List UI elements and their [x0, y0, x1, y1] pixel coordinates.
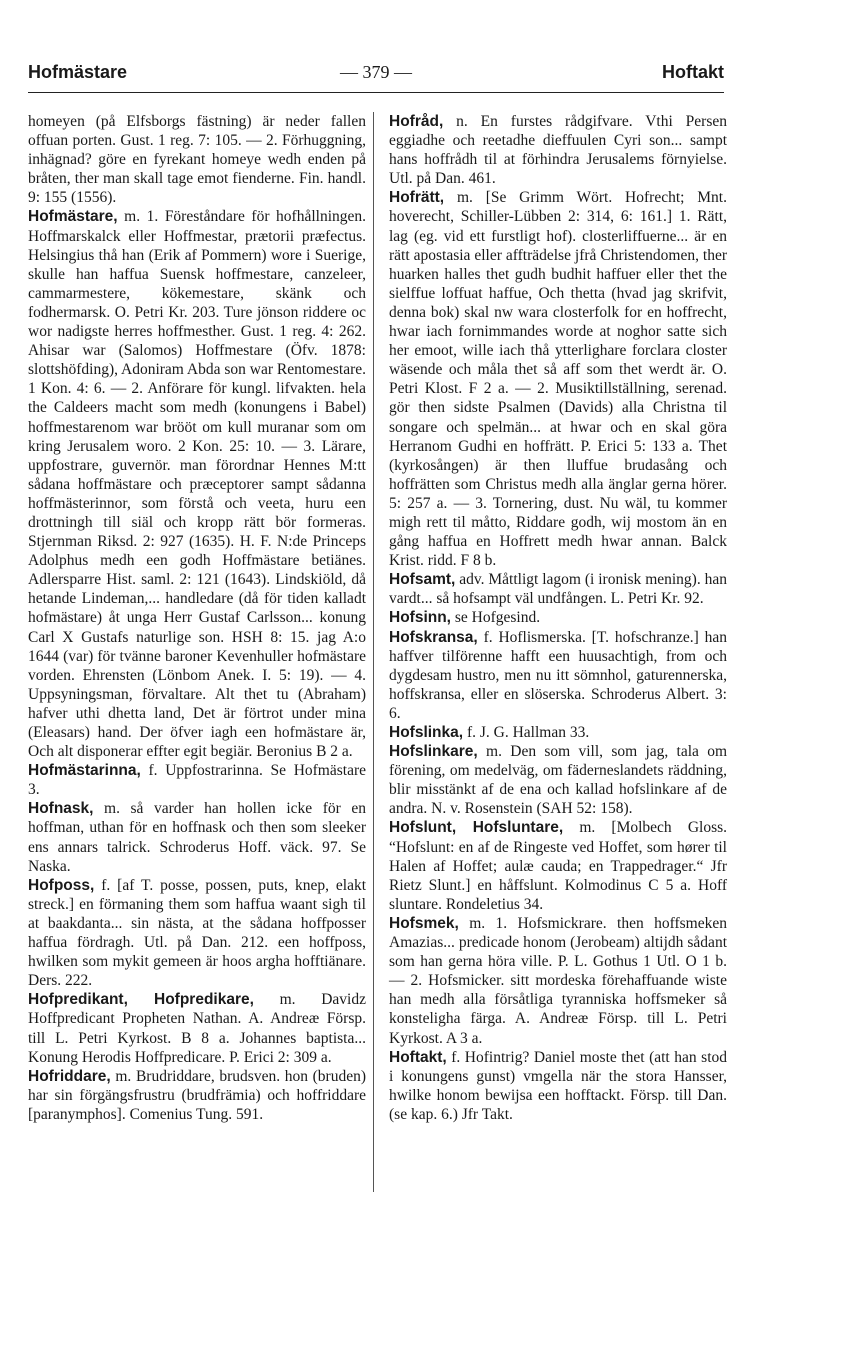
- dictionary-entry: [389, 188, 727, 570]
- entry-text: m. 1. Hofsmickrare. then hoffsmeken Amazias... predicade honom (Jerobeam) altijdh sådant som han gerna höra ville. P. L. Gothus 1 Utl. O 1 b. — 2. Hofsmicker. sitt mordeska förehaffuande wiste han medh alla försåtliga tyranniska hoffsmeker så konsteligha färga. A. Andreæ Försp. till L. Petri Kyrkost. A 3 a.: [389, 914, 727, 1047]
- page-header: [28, 62, 724, 94]
- entry-text: homeyen (på Elfsborgs fästning) är neder fallen offuan porten. Gust. 1 reg. 7: 105. — 2. Förhuggning, inhägnad? göre en fyrekant homeye wedh enden på bråten, ther man skall tage emot fienderne. Fin. handl. 9: 155 (1556).: [28, 113, 366, 207]
- entry-text: m. så varder han hollen icke för en hoffman, uthan för en hoffnask och then som sleeker ens annars talrick. Schroderus Hoff. väck. 97. Se Naska.: [28, 800, 366, 875]
- entry-headword: Hofnask,: [28, 800, 94, 818]
- header-first-headword: Hofmästare: [28, 62, 128, 82]
- entry-text: f. Uppfostrarinna. Se Hofmästare 3.: [28, 762, 367, 799]
- entry-text: se Hofgesind.: [454, 609, 541, 627]
- entry-headword: Hofmästarinna,: [28, 762, 141, 780]
- dictionary-entry: [28, 1067, 366, 1124]
- entry-headword: Hofsinn,: [389, 609, 451, 627]
- entry-headword: Hofslinkare,: [389, 743, 478, 761]
- dictionary-entry: [28, 761, 366, 799]
- dictionary-entry: [28, 207, 366, 761]
- entry-text: m. Brudriddare, brudsven. hon (bruden) har sin förgängsfrustru (brudfrämia) och hoffriddare [paranymphos]. Comenius Tung. 591.: [28, 1067, 367, 1123]
- dictionary-entry: [389, 112, 727, 188]
- entry-text: n. En furstes rådgifvare. Vthi Persen eggiadhe och reetadhe dieffuulen Cyri son... sampt hans hoffrådh til at förhindra Jerusalems förnyielse. Utl. på Dan. 461.: [389, 113, 727, 188]
- entry-headword: Hofråd,: [389, 113, 444, 130]
- entry-headword: Hofskransa,: [389, 628, 478, 646]
- dictionary-entry: [389, 818, 727, 913]
- entry-headword: Hoftakt,: [389, 1048, 447, 1066]
- entry-text: f. Hofintrig? Daniel moste thet (att han stod i konungens gunst) vmgella när the stora Hansser, hwilke honom bewijsa een hofftackt. Försp. till Dan. (se kap. 6.) Jfr Takt.: [389, 1048, 727, 1123]
- entry-text: m. [Molbech Gloss. “Hofslunt: en af de Ringeste ved Hoffet, som hører til Halen af Hoffet; aulæ cauda; en Trappedrager.“ Jfr Rietz Slunt.] en håffslunt. Kolmodinus C 5 a. Hoff sluntare. Rondeletius 34.: [389, 819, 728, 913]
- dictionary-entry: [28, 990, 366, 1066]
- entry-headword: Hofslunt, Hofsluntare,: [389, 819, 564, 837]
- entry-text: m. 1. Föreståndare för hofhållningen. Hoffmarskalck eller Hoffmestar, prætorii præfectus. Helsingius thå han (Erik af Pommern) wore i Suerige, skulle han haffua Suensk hoffmestare, canzeleer, cammarmestere, kökemestare, skänk och fodhermarsk. O. Petri Kr. 203. Ture jönson riddere oc wor nadigste herres hoffmesther. Gust. 1 reg. 4: 262. Ahisar war (Salomos) Hoffmestare (Öfv. 1878: slottshöfding), Adoniram Abda son war Rentomestare. 1 Kon. 4: 6. — 2. Anförare för kungl. lifvakten. hela the Caldeers macht som medh (konungens i Babel) hoffmestarenom war brööt om kull muranar som om kring Jerusalem woro. 2 Kon. 25: 10. — 3. Lärare, uppfostrare, guvernör. man förordnar Hennes M:tt sådana hoffmästare och præceptorer sampt sådanna hoffmästerinnor, som förstå och veeta, huru een drottningh till siäl och kropp rätt bör formeras. Stjernman Riksd. 2: 927 (1635). H. F. N:de Princeps Adolphus medh een godh Hoffmästare betiänes. Adlersparre Hist. saml. 2: 121 (1643). Lindskiöld, då hetande Lindeman,... handledare (då för tiden kalladt hofmästare) åt unga Herr Gustaf Carlsson... konung Carl X Gustafs naturlige son. HSH 8: 15. jag A:o 1644 (var) för tvänne baroner Kevenhuller hofmästare vorden. Ehrensten (Lönbom Anek. I. 5: 19). — 4. Uppsyningsman, förvaltare. Alt thet tu (Abraham) hafver uthi dhetta land, Det är förtrot under mina (Eleasars) hand. Der öfver iagh een hofmästare är, Och alt disponerar effter egit begiär. Beronius B 2 a.: [28, 208, 367, 761]
- right-column: [389, 112, 727, 1124]
- entry-text: m. Davidz Hoffpredicant Propheten Nathan. A. Andreæ Försp. till L. Petri Kyrkost. B 8 a. Johannes baptista... Konung Herodis Hoffpredicare. P. Erici 2: 309 a.: [28, 991, 366, 1066]
- left-column: [28, 112, 366, 1124]
- entry-text: m. [Se Grimm Wört. Hofrecht; Mnt. hoverecht, Schiller-Lübben 2: 314, 6: 161.] 1. Rätt, lag (eg. vid ett furstligt hof). closterliffuerne... är en rätt apostasia eller affträdelse jfrå Christendomen, ther huarken halles thet gudh budhit haffuer eller thet the sielffue loffuat haffue, Och thetta (hvad jag skrifvit, denna bok) skal nw wara closterfolk for en hoffrecht, hwar iach fornimmandes worde at noghor satte sich her emoot, wille iach thå ytterlighare forclara closter wäsende och måla thet så aff som thet werdt är. O. Petri Klost. F 2 a. — 2. Musiktillställning, serenad. gör then sidste Psalmen (Davids) alla Christna til songare och spelmän... at hwar och en skal göra Herranom Gudhi en hoffrätt. P. Erici 5: 133 a. Thet (kyrkosången) är then lluffue brudasång och hoffrätten som Christus medh alla änglar gerna hörer. 5: 257 a. — 3. Tornering, dust. Nu wäl, tu kommer migh rett til måtto, Riddare godh, wij mostom än en gång haffua en Hoffrett medh hwar annan. Balck Krist. ridd. F 8 b.: [389, 189, 727, 570]
- entry-text: adv. Måttligt lagom (i ironisk mening). han vardt... så hofsampt väl undfången. L. Petri Kr. 92.: [389, 571, 727, 608]
- entry-headword: Hofslinka,: [389, 724, 464, 741]
- entry-text: f. J. G. Hallman 33.: [466, 724, 590, 741]
- dictionary-entry: [389, 914, 727, 1048]
- dictionary-entry: [389, 608, 727, 627]
- entry-text: m. Den som vill, som jag, tala om förening, om medelväg, om fäderneslandets räddning, blir misstänkt af de ena och kallad hofslinkare af de andra. N. v. Rosenstein (SAH 52: 158).: [389, 743, 728, 818]
- entry-headword: Hofpredikant, Hofpredikare,: [28, 991, 254, 1009]
- entry-headword: Hofsmek,: [389, 914, 459, 932]
- page-number: — 379 —: [340, 62, 412, 82]
- entry-headword: Hofposs,: [28, 876, 95, 894]
- entry-headword: Hofmästare,: [28, 208, 118, 226]
- dictionary-entry: [28, 799, 366, 875]
- dictionary-entry: [389, 628, 727, 723]
- column-divider: [373, 112, 374, 1192]
- dictionary-entry: [389, 723, 727, 742]
- header-rule: [28, 92, 724, 93]
- dictionary-entry: [389, 742, 727, 818]
- dictionary-entry: [389, 1048, 727, 1124]
- dictionary-entry: [389, 570, 727, 608]
- header-last-headword: Hoftakt: [662, 62, 724, 82]
- dictionary-entry: [28, 876, 366, 991]
- entry-headword: Hofrätt,: [389, 189, 445, 207]
- entry-headword: Hofsamt,: [389, 571, 456, 589]
- entry-text: f. [af T. posse, possen, puts, knep, elakt streck.] en förmaning them som haffua waant sigh til at baakdanta... sin nästa, at the sådana hoffposser haffua fördragh. Utl. på Dan. 212. een hoffposs, hwilken som mykit gemeen är hoos argha hofftiänare. Ders. 222.: [28, 876, 366, 990]
- entry-text: f. Hoflismerska. [T. hofschranze.] han haffver tilförenne hafft een huusachtigh, from och dygdesam hustro, men nu itt sömnhol, gaturennerska, hoffskransa, eller en slöserska. Schroderus Albert. 3: 6.: [389, 628, 727, 722]
- entry-headword: Hofriddare,: [28, 1067, 111, 1085]
- dictionary-entry: [28, 112, 366, 207]
